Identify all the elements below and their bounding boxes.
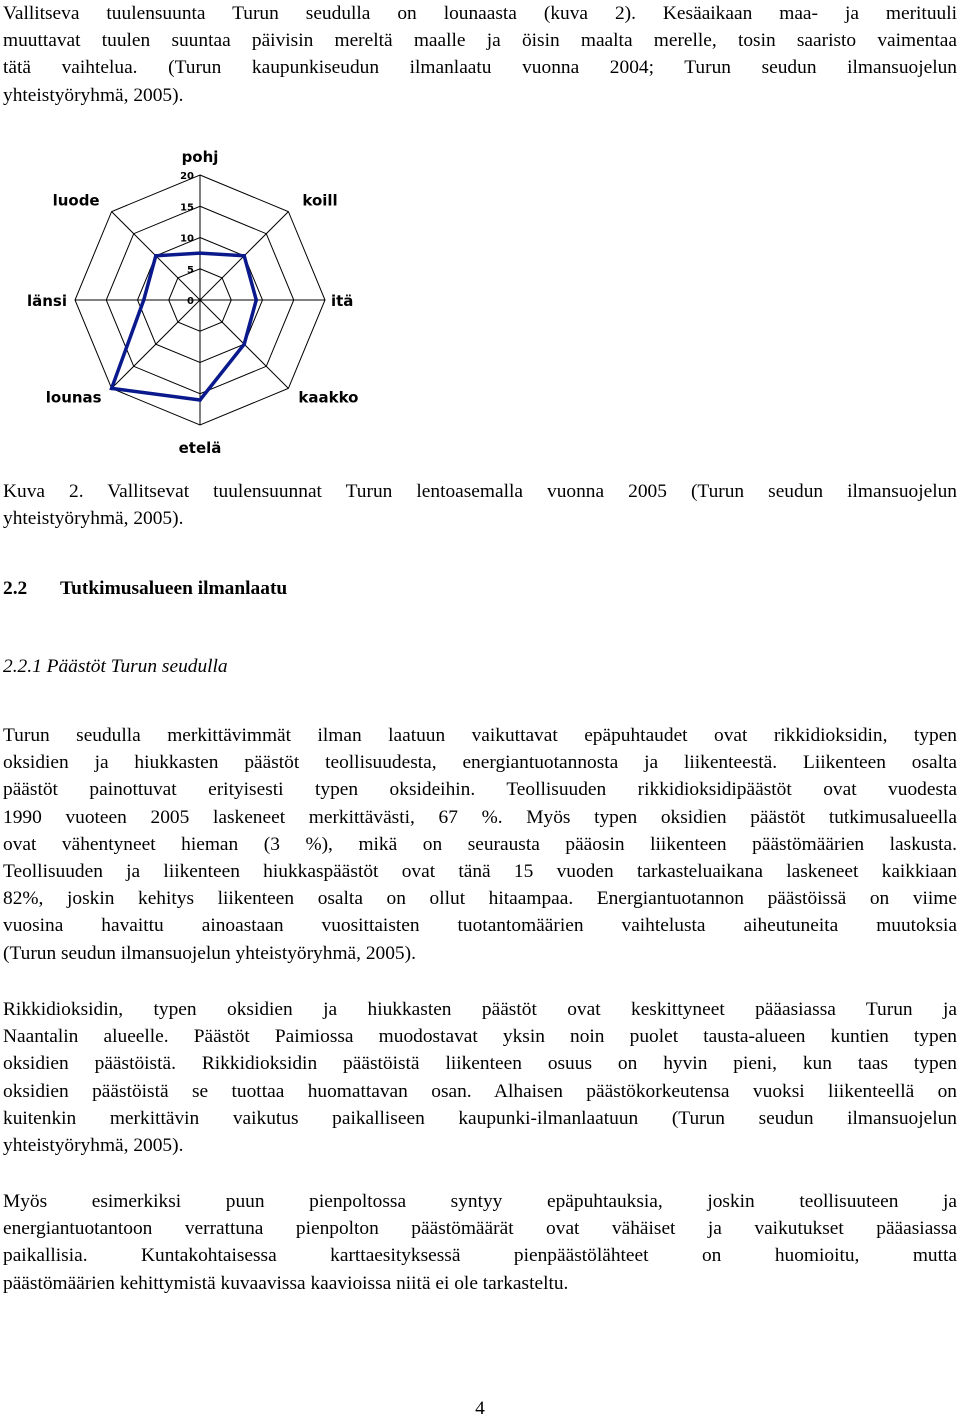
text-line: yhteistyöryhmä, 2005). — [3, 84, 184, 106]
text-line: paikallisia. Kuntakohtaisessa karttaesityksessä pienpäästölähteet on huomioitu, mutta — [3, 1245, 957, 1267]
radar-category-label: pohj — [181, 148, 219, 166]
radar-tick-label: 5 — [187, 264, 194, 276]
section-heading — [3, 578, 287, 600]
radar-data-point — [254, 298, 258, 302]
caption-line: yhteistyöryhmä, 2005). — [3, 508, 184, 530]
text-line: Teollisuuden ja liikenteen hiukkaspäästöt ovat tänä 15 vuoden tarkasteluaikana laskeneet kaikkiaan — [3, 861, 957, 883]
radar-data-point — [198, 398, 202, 402]
section-number: 2.2 — [3, 578, 28, 599]
text-line: Vallitseva tuulensuunta Turun seudulla on lounaasta (kuva 2). Kesäaikaan maa- ja merituuli — [3, 3, 957, 24]
text-line: oksidien ja hiukkasten päästöt teollisuudesta, energiantuotannosta ja liikenteestä. Liikenteen osalta — [3, 752, 957, 774]
text-line: oksidien päästöistä se tuottaa huomattavan osan. Alhaisen päästökorkeutensa vuoksi liikenteellä on — [3, 1080, 957, 1102]
text-line: (Turun seudun ilmansuojelun yhteistyöryhmä, 2005). — [3, 942, 416, 964]
radar-data-point — [242, 342, 246, 346]
text-line: oksidien päästöistä. Rikkidioksidin päästöistä liikenteen osuus on hyvin pieni, kun taas typen — [3, 1053, 957, 1075]
radar-data-point — [154, 254, 158, 258]
radar-data-point — [198, 251, 202, 255]
section-title: Tutkimusalueen ilmanlaatu — [60, 578, 288, 599]
radar-data-point — [110, 387, 114, 391]
text-line: Rikkidioksidin, typen oksidien ja hiukkasten päästöt ovat keskittyneet pääasiassa Turun ja — [3, 999, 957, 1020]
radar-category-label: etelä — [178, 439, 222, 457]
radar-category-label: luode — [52, 191, 100, 210]
text-line: yhteistyöryhmä, 2005). — [3, 1135, 184, 1157]
radar-category-label: itä — [331, 292, 354, 310]
text-line: Naantalin alueelle. Päästöt Paimiossa muodostavat yksin noin puolet tausta-alueen kuntien typen — [3, 1026, 957, 1048]
radar-category-label: länsi — [26, 292, 67, 310]
radar-data-point — [142, 298, 146, 302]
text-line: ovat vähentyneet hieman (3 %), mikä on seurausta pääosin liikenteen päästömäärien laskusta. — [3, 833, 957, 855]
text-line: vuosina havaittu ainoastaan vuosittaisten tuotantomäärien vaihtelusta aiheutuneita muutoksia — [3, 915, 957, 937]
paragraph-regional — [3, 996, 957, 1159]
radar-tick-label: 20 — [180, 171, 194, 182]
caption-line: Kuva 2. Vallitsevat tuulensuunnat Turun lentoasemalla vuonna 2005 (Turun seudun ilmansuojelun — [3, 481, 957, 502]
paragraph-emissions — [3, 722, 957, 967]
intro-paragraph — [3, 0, 957, 109]
text-line: Turun seudulla merkittävimmät ilman laatuun vaikuttavat epäpuhtaudet ovat rikkidioksidin, typen — [3, 725, 957, 746]
radar-category-label: koill — [302, 191, 338, 210]
text-line: 1990 vuoteen 2005 laskeneet merkittävästi, 67 %. Myös typen oksidien päästöt tutkimusalueella — [3, 806, 957, 828]
radar-category-label: lounas — [45, 388, 102, 407]
wind-direction-radar-chart — [0, 140, 400, 470]
text-line: kuitenkin merkittävin vaikutus paikalliseen kaupunki-ilmanlaatuun (Turun seudun ilmansuojelun — [3, 1107, 957, 1129]
figure-caption — [3, 478, 957, 532]
text-line: 82%, joskin kehitys liikenteen osalta on ollut hitaampaa. Energiantuotannon päästöissä on viime — [3, 888, 957, 910]
text-line: päästömäärien kehittymistä kuvaavissa kaavioissa niitä ei ole tarkasteltu. — [3, 1272, 569, 1294]
text-line: päästöt painottuvat erityisesti typen oksideihin. Teollisuuden rikkidioksidipäästöt ovat vuodesta — [3, 779, 957, 801]
radar-data-point — [242, 254, 246, 258]
radar-category-label: kaakko — [298, 388, 359, 407]
text-line: muuttavat tuulen suuntaa päivisin mereltä maalle ja öisin maalta merelle, tosin saaristo vaimentaa — [3, 30, 957, 52]
paragraph-wood-burning — [3, 1188, 957, 1297]
radar-tick-label: 10 — [180, 233, 194, 245]
page-number: 4 — [475, 1398, 485, 1419]
subsection-heading: 2.2.1 Päästöt Turun seudulla — [3, 656, 228, 677]
text-line: energiantuotantoon verrattuna pienpolton päästömäärät ovat vähäiset ja vaikutukset pääasiassa — [3, 1218, 957, 1240]
text-line: Myös esimerkiksi puun pienpoltossa syntyy epäpuhtauksia, joskin teollisuuteen ja — [3, 1191, 957, 1212]
radar-tick-label: 0 — [187, 296, 194, 307]
radar-tick-label: 15 — [180, 202, 194, 214]
text-line: tätä vaihtelua. (Turun kaupunkiseudun ilmanlaatu vuonna 2004; Turun seudun ilmansuojelun — [3, 57, 957, 79]
